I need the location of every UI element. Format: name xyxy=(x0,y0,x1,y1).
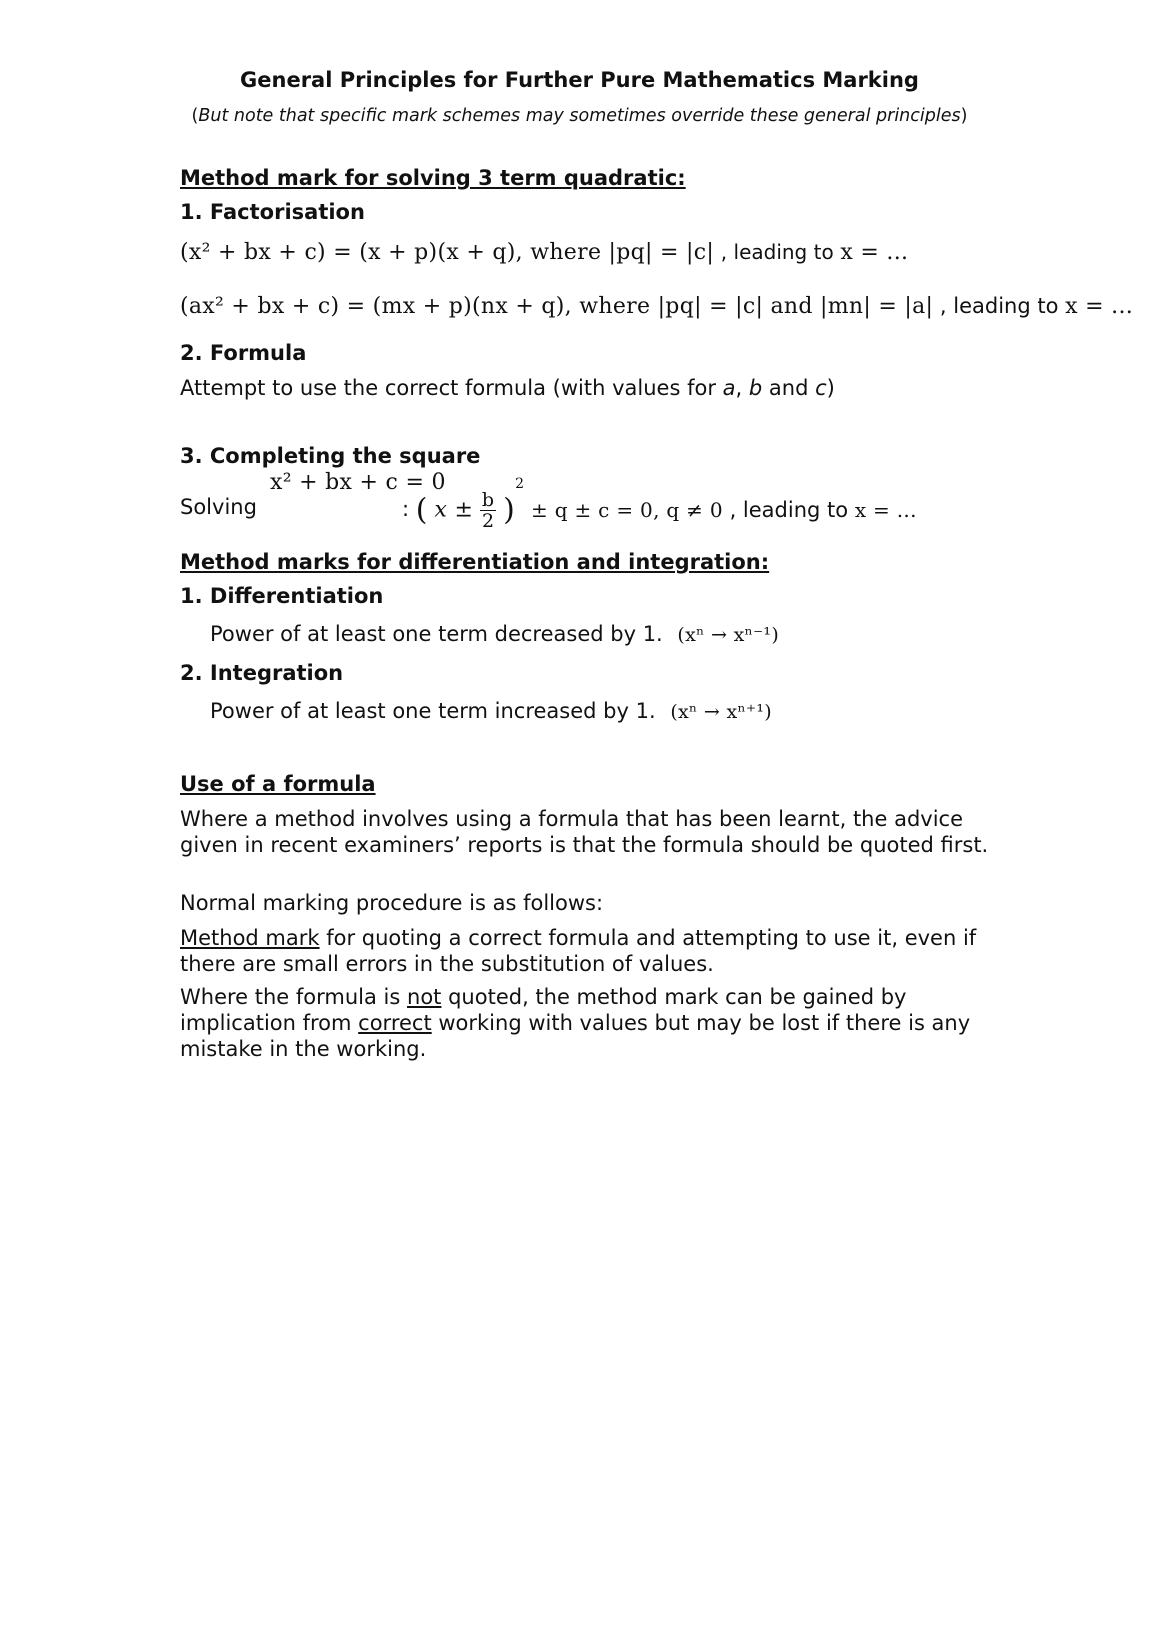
factorisation-heading: 1. Factorisation xyxy=(180,200,365,224)
x-plus-minus: x ± xyxy=(434,497,474,523)
formula-use-paragraph-3 xyxy=(180,925,1010,977)
para4-not: not xyxy=(407,985,442,1009)
formula-sep-1: , xyxy=(735,376,749,400)
integration-line xyxy=(210,699,772,723)
formula-text-prefix: Attempt to use the correct formula (with values for xyxy=(180,376,723,400)
completing-square-solving-label: Solving xyxy=(180,495,257,519)
right-bracket: ) xyxy=(503,492,516,528)
formula-text xyxy=(180,376,835,400)
factorisation-tail-2: , leading to xyxy=(939,294,1059,318)
method-mark-term: Method mark xyxy=(180,926,320,950)
differentiation-math: (xⁿ → xⁿ⁻¹) xyxy=(677,624,780,646)
formula-use-paragraph-2: Normal marking procedure is as follows: xyxy=(180,891,604,915)
formula-heading: 2. Formula xyxy=(180,341,307,365)
subtitle-close-paren: ) xyxy=(960,106,968,126)
left-bracket: ( xyxy=(415,492,428,528)
para4-part-c: working with values but may be lost if there is any mistake in the working. xyxy=(180,1011,971,1061)
integration-math: (xⁿ → xⁿ⁺¹) xyxy=(670,701,772,723)
factorisation-math-2: (ax² + bx + c) = (mx + p)(nx + q), where |pq| = |c| and |mn| = |a| xyxy=(180,294,934,319)
fraction-numerator: b xyxy=(481,488,495,511)
formula-use-paragraph-1: Where a method involves using a formula that has been learnt, the advice given in recent examiners’ reports is that the formula should be quoted first. xyxy=(180,807,989,857)
integration-text: Power of at least one term increased by 1. xyxy=(210,699,656,723)
completing-square-tail: , leading to xyxy=(729,498,849,522)
formula-var-a: a xyxy=(722,376,736,400)
completing-square-after-bracket: ± q ± c = 0, q ≠ 0 xyxy=(530,498,723,522)
formula-var-c: c xyxy=(815,376,827,400)
b-over-2-fraction xyxy=(480,490,496,531)
factorisation-line-1 xyxy=(180,240,908,265)
factorisation-result-1: x = ... xyxy=(840,240,909,265)
page-title: General Principles for Further Pure Mathematics Marking xyxy=(240,68,919,92)
formula-text-suffix: ) xyxy=(826,376,835,400)
integration-heading: 2. Integration xyxy=(180,661,344,685)
completing-square-heading: 3. Completing the square xyxy=(180,444,481,468)
quadratic-heading: Method mark for solving 3 term quadratic: xyxy=(180,166,686,190)
subtitle-open-paren: ( xyxy=(191,106,199,126)
completing-square-equation: x² + bx + c = 0 xyxy=(270,470,446,495)
differentiation-line xyxy=(210,622,779,646)
differentiation-text: Power of at least one term decreased by 1. xyxy=(210,622,663,646)
factorisation-math-1: (x² + bx + c) = (x + p)(x + q), where |pq| = |c| xyxy=(180,240,715,265)
formula-use-paragraph-4 xyxy=(180,984,1010,1062)
completing-square-result: x = ... xyxy=(854,498,917,522)
para4-part-b: quoted, the method mark can be gained by implication from xyxy=(180,985,907,1035)
subtitle-text: But note that specific mark schemes may sometimes override these general principles xyxy=(198,106,961,126)
factorisation-tail-1: , leading to xyxy=(720,240,834,264)
diff-int-heading: Method marks for differentiation and integration: xyxy=(180,550,770,574)
squared-exponent: 2 xyxy=(515,476,525,492)
formula-sep-2: and xyxy=(762,376,816,400)
completing-square-expression xyxy=(402,476,917,531)
fraction-denominator: 2 xyxy=(481,509,495,532)
page-subtitle xyxy=(0,106,1159,126)
differentiation-heading: 1. Differentiation xyxy=(180,584,384,608)
formula-use-paragraph-3-rest: for quoting a correct formula and attempting to use it, even if there are small errors in the substitution of values. xyxy=(180,926,977,976)
completing-square-colon: : xyxy=(402,497,410,521)
factorisation-line-2 xyxy=(180,294,1133,319)
formula-var-b: b xyxy=(748,376,763,400)
factorisation-result-2: x = ... xyxy=(1065,294,1134,319)
para4-part-a: Where the formula is xyxy=(180,985,408,1009)
formula-use-heading: Use of a formula xyxy=(180,772,376,796)
para4-correct: correct xyxy=(358,1011,432,1035)
